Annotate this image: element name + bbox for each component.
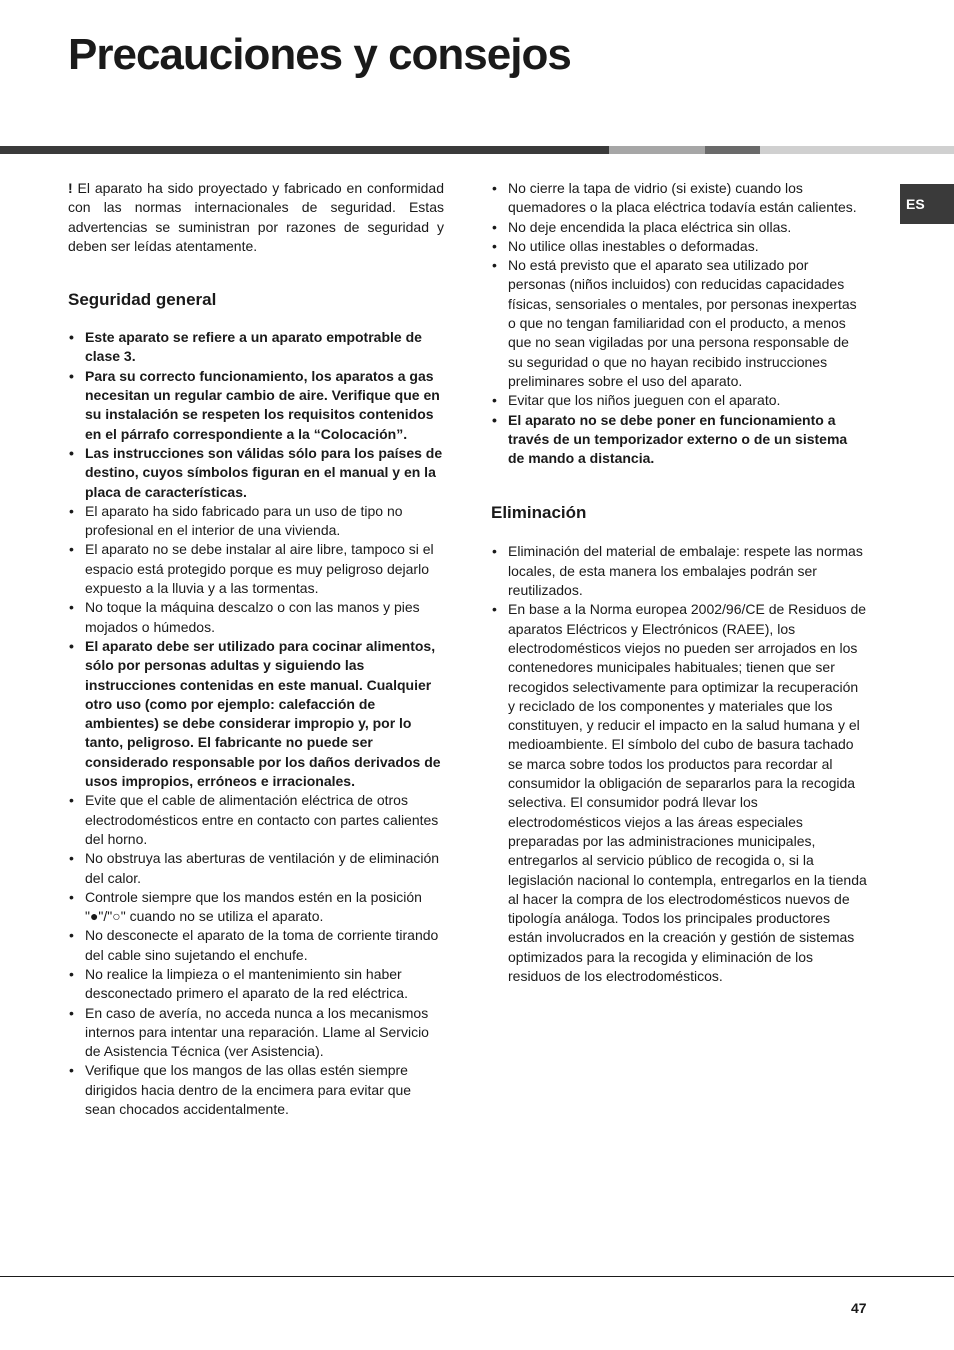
list-item: • Este aparato se refiere a un aparato empotrable de clase 3. xyxy=(68,328,444,367)
list-item: • En base a la Norma europea 2002/96/CE de Residuos de aparatos Eléctricos y Electrónicos (RAEE), los electrodomésticos viejos no pueden ser arrojados en los contenedores municipales habituales; tienen que ser recogidos selectivamente para optimizar la recuperación y reciclado de los componentes y materiales que los constituyen, y reducir el impacto en la salud humana y el medioambiente. El símbolo del cubo de basura tachado se marca sobre todos los productos para recordar al consumidor la obligación de separarlos para la recogida selectiva. El consumidor podrá llevar los electrodomésticos viejos a las áreas especiales preparadas por las administraciones municipales, entregarlos al servicio público de recogida o, si la legislación nacional lo contempla, entregarlos en la tienda al hacer la compra de los electrodomésticos nuevos de tipología análoga. Todos los principales productores están involucrados en la creación y gestión de sistemas optimizados para la recogida y eliminación de los residuos de los electrodomésticos. xyxy=(491,600,867,986)
page-number: 47 xyxy=(851,1300,867,1316)
list-item: • Las instrucciones son válidas sólo para los países de destino, cuyos símbolos figuran en el manual y en la placa de características. xyxy=(68,444,444,502)
list-item: • No toque la máquina descalzo o con las manos y pies mojados o húmedos. xyxy=(68,598,444,637)
right-column xyxy=(491,179,867,986)
warning-mark: ! xyxy=(68,180,73,196)
intro-paragraph xyxy=(68,179,444,256)
section-title-seguridad: Seguridad general xyxy=(68,290,217,310)
list-item: • No desconecte el aparato de la toma de corriente tirando del cable sino sujetando el enchufe. xyxy=(68,926,444,965)
header-rule-dark xyxy=(0,146,609,154)
header-rule-mid xyxy=(705,146,760,154)
header-rule-pale xyxy=(760,146,954,154)
safety-list xyxy=(68,328,444,1119)
list-item: • El aparato debe ser utilizado para cocinar alimentos, sólo por personas adultas y siguiendo las instrucciones contenidas en este manual. Cualquier otro uso (como por ejemplo: calefacción de ambientes) se debe considerar impropio y, por lo tanto, peligroso. El fabricante no puede ser considerado responsable por los daños derivados de usos impropios, erróneos e irracionales. xyxy=(68,637,444,791)
list-item: • Verifique que los mangos de las ollas estén siempre dirigidos hacia dentro de la encimera para evitar que sean chocados accidentalmente. xyxy=(68,1061,444,1119)
list-item: • Para su correcto funcionamiento, los aparatos a gas necesitan un regular cambio de aire. Verifique que en su instalación se respeten los requisitos contenidos en el párrafo correspondiente a la “Colocación”. xyxy=(68,367,444,444)
list-item: • No realice la limpieza o el mantenimiento sin haber desconectado primero el aparato de la red eléctrica. xyxy=(68,965,444,1004)
disposal-list xyxy=(491,542,867,986)
list-item: • No obstruya las aberturas de ventilación y de eliminación del calor. xyxy=(68,849,444,888)
page-title: Precauciones y consejos xyxy=(68,30,571,79)
footer-rule xyxy=(0,1276,954,1277)
section-title-eliminacion: Eliminación xyxy=(491,503,587,523)
list-item: • Evitar que los niños jueguen con el aparato. xyxy=(491,391,867,410)
list-item: • No está previsto que el aparato sea utilizado por personas (niños incluidos) con reducidas capacidades físicas, sensoriales o mentales, por personas inexpertas o que no tengan familiaridad con el producto, a menos que no sean vigiladas por una persona responsable de su seguridad o que no hayan recibido instrucciones preliminares sobre el uso del aparato. xyxy=(491,256,867,391)
list-item: • Eliminación del material de embalaje: respete las normas locales, de esta manera los embalajes podrán ser reutilizados. xyxy=(491,542,867,600)
list-item: • Evite que el cable de alimentación eléctrica de otros electrodomésticos entre en contacto con partes calientes del horno. xyxy=(68,791,444,849)
list-item: • El aparato no se debe instalar al aire libre, tampoco si el espacio está protegido porque es muy peligroso dejarlo expuesto a la lluvia y a las tormentas. xyxy=(68,540,444,598)
intro-text: El aparato ha sido proyectado y fabricado en conformidad con las normas internacionales de seguridad. Estas advertencias se suministran por razones de seguridad y deben ser leídas atentamente. xyxy=(68,180,444,254)
list-item: • El aparato ha sido fabricado para un uso de tipo no profesional en el interior de una vivienda. xyxy=(68,502,444,541)
list-item: • Controle siempre que los mandos estén en la posición "●"/"○" cuando no se utiliza el aparato. xyxy=(68,888,444,927)
language-tab: ES xyxy=(900,184,954,224)
list-item: • No cierre la tapa de vidrio (si existe) cuando los quemadores o la placa eléctrica todavía están calientes. xyxy=(491,179,867,218)
safety-list-continued xyxy=(491,179,867,468)
left-column xyxy=(68,179,444,1119)
list-item: • No deje encendida la placa eléctrica sin ollas. xyxy=(491,218,867,237)
list-item: • No utilice ollas inestables o deformadas. xyxy=(491,237,867,256)
list-item: • En caso de avería, no acceda nunca a los mecanismos internos para intentar una reparación. Llame al Servicio de Asistencia Técnica (ver Asistencia). xyxy=(68,1004,444,1062)
list-item: • El aparato no se debe poner en funcionamiento a través de un temporizador externo o de un sistema de mando a distancia. xyxy=(491,411,867,469)
header-rule-light xyxy=(609,146,705,154)
